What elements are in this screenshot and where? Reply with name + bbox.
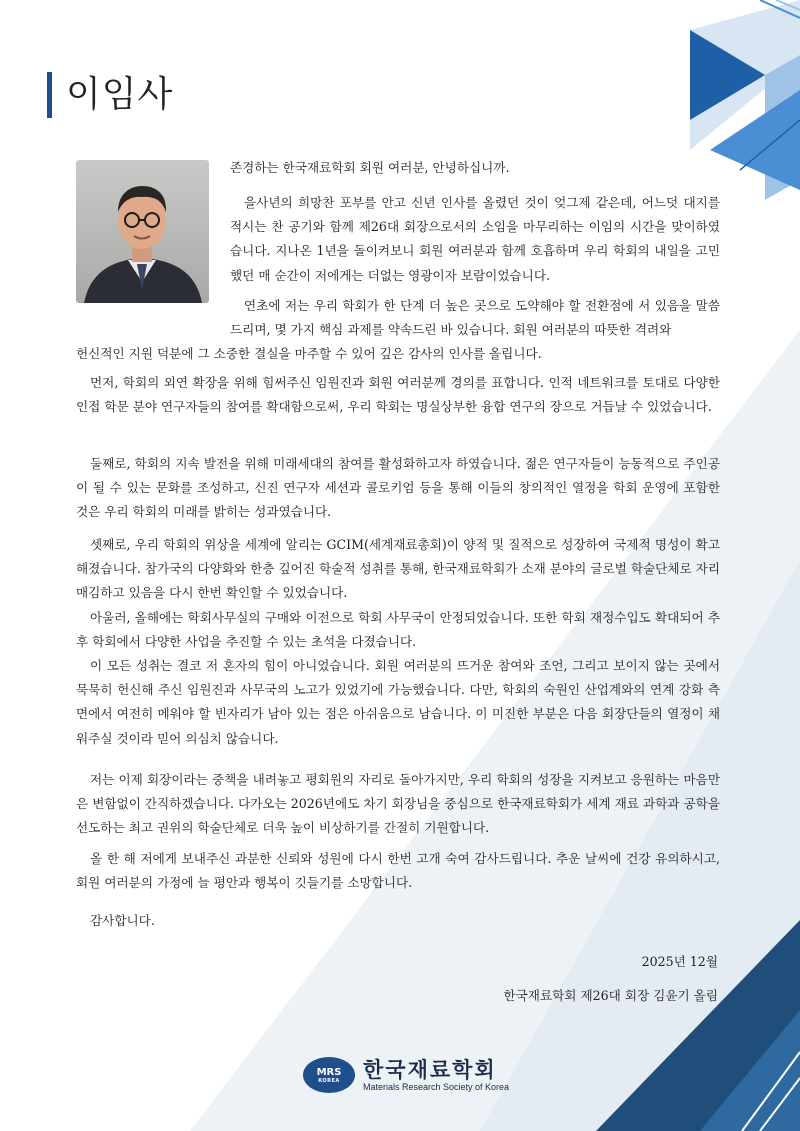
president-photo bbox=[76, 160, 209, 303]
page-title: 이임사 bbox=[66, 74, 174, 115]
paragraph-2-text: 연초에 저는 우리 학회가 한 단계 더 높은 곳으로 도약해야 할 전환점에 서 있음을 말씀드리며, 몇 가지 핵심 과제를 약속드린 바 있습니다. 회원 여러분의 따뜻한 격려와 bbox=[230, 298, 720, 338]
paragraph-2-continuation: 헌신적인 지원 덕분에 그 소중한 결실을 마주할 수 있어 깊은 감사의 인사를 올립니다. bbox=[76, 346, 542, 362]
signature: 한국재료학회 제26대 회장 김윤기 올림 bbox=[503, 988, 718, 1003]
paragraph-3: 먼저, 학회의 외연 확장을 위해 힘써주신 임원진과 회원 여러분께 경의를 표합니다. 인적 네트워크를 토대로 다양한 인접 학문 분야 연구자들의 참여를 확대함으로써, 우리 학회는 명실상부한 융합 연구의 장으로 거듭날 수 있었습니다. bbox=[76, 375, 720, 415]
closing-thanks: 감사합니다. bbox=[90, 913, 155, 928]
society-name-english: Materials Research Society of Korea bbox=[363, 1081, 510, 1092]
paragraph-7: 이 모든 성취는 결코 저 혼자의 힘이 아니었습니다. 회원 여러분의 뜨거운 참여와 조언, 그리고 보이지 않는 곳에서 묵묵히 헌신해 주신 임원진과 사무국의 노고가 있었기에 가능했습니다. 다만, 학회의 숙원인 산업계와의 연계 강화 측면에서 여전히 메워야 할 빈자리가 남아 있는 점은 아쉬움으로 남습니다. 이 미진한 부분은 다음 회장단들의 열정이 채워주실 것이라 믿어 의심치 않습니다. bbox=[76, 658, 720, 746]
title-accent-bar bbox=[47, 72, 52, 118]
mrs-badge-icon bbox=[303, 1057, 355, 1093]
paragraph-4: 둘째로, 학회의 지속 발전을 위해 미래세대의 참여를 활성화하고자 하였습니다. 젊은 연구자들이 능동적으로 주인공이 될 수 있는 문화를 조성하고, 신진 연구자 세션과 콜로키엄 등을 통해 이들의 창의적인 열정을 학회 운영에 포함한 것은 우리 학회의 미래를 밝히는 성과였습니다. bbox=[76, 456, 720, 520]
society-name-korean: 한국재료학회 bbox=[363, 1057, 497, 1082]
letter-date: 2025년 12월 bbox=[641, 954, 718, 969]
badge-bottom-text: KOREA bbox=[318, 1077, 340, 1084]
society-logo bbox=[303, 1057, 509, 1093]
portrait-image bbox=[76, 160, 209, 303]
paragraph-9: 올 한 해 저에게 보내주신 과분한 신뢰와 성원에 다시 한번 고개 숙여 감사드립니다. 추운 날씨에 건강 유의하시고, 회원 여러분의 가정에 늘 평안과 행복이 깃들기를 소망합니다. bbox=[76, 851, 720, 891]
badge-top-text: MRS bbox=[316, 1066, 342, 1078]
paragraph-5: 셋째로, 우리 학회의 위상을 세계에 알리는 GCIM(세계재료총회)이 양적 및 질적으로 성장하여 국제적 명성이 확고해졌습니다. 참가국의 다양화와 한층 깊어진 학술적 성취를 통해, 한국재료학회가 소재 분야의 글로벌 학술단체로 자리매김하고 있음을 다시 한번 확인할 수 있었습니다. bbox=[76, 537, 720, 601]
greeting: 존경하는 한국재료학회 회원 여러분, 안녕하십니까. bbox=[230, 160, 510, 175]
paragraph-6: 아울러, 올해에는 학회사무실의 구매와 이전으로 학회 사무국이 안정되었습니다. 또한 학회 재정수입도 확대되어 추후 학회에서 다양한 사업을 추진할 수 있는 초석을 다졌습니다. bbox=[76, 610, 720, 650]
paragraph-2 bbox=[76, 294, 720, 367]
paragraph-8: 저는 이제 회장이라는 중책을 내려놓고 평회원의 자리로 돌아가지만, 우리 학회의 성장을 지켜보고 응원하는 마음만은 변함없이 간직하겠습니다. 다가오는 2026년에도 차기 회장님을 중심으로 한국재료학회가 세계 재료 과학과 공학을 선도하는 최고 권위의 학술단체로 더욱 높이 비상하기를 간절히 기원합니다. bbox=[76, 772, 720, 836]
paragraph-1: 을사년의 희망찬 포부를 안고 신년 인사를 올렸던 것이 엊그제 같은데, 어느덧 대지를 적시는 찬 공기와 함께 제26대 회장으로서의 소임을 마무리하는 이임의 시간을 맞이하였습니다. 지나온 1년을 돌이켜보니 회원 여러분과 함께 호흡하며 우리 학회의 내일을 고민했던 매 순간이 저에게는 더없는 영광이자 보람이었습니다. bbox=[230, 195, 720, 283]
